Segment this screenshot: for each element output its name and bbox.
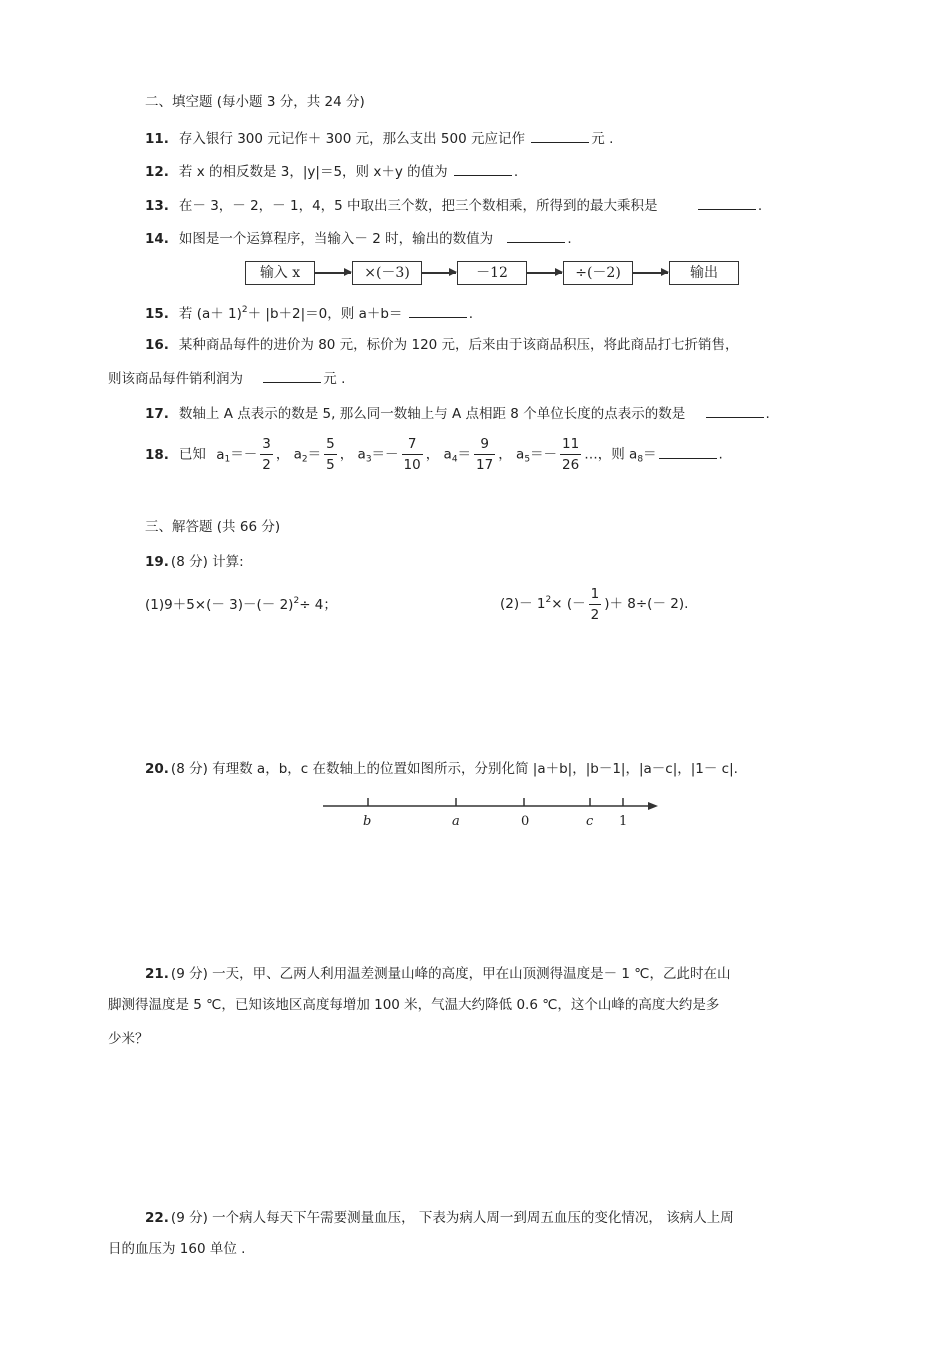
- fraction: [589, 584, 602, 625]
- numerator: 1: [589, 584, 602, 605]
- question-tail: .: [513, 164, 519, 180]
- label-zero: 0: [521, 814, 530, 829]
- exponent: 2: [241, 305, 248, 315]
- fraction: [474, 434, 495, 475]
- question-21-line-2: 脚测得温度是 5 ℃，已知该地区高度每增加 100 米，气温大约降低 0.6 ℃，这个山峰的高度大约是多: [108, 997, 720, 1013]
- question-text: 在－ 3，－ 2，－ 1，4，5 中取出三个数，把三个数相乘，所得到的最大乘积是: [178, 198, 658, 214]
- question-number: 22.: [145, 1210, 169, 1226]
- question-19-part-2: [500, 582, 688, 626]
- term-label: a: [516, 446, 525, 463]
- question-number: 20.: [145, 761, 169, 777]
- term-label: a: [293, 446, 302, 463]
- term-subscript: 2: [301, 454, 308, 465]
- denominator: 10: [403, 457, 421, 473]
- term-label: a: [629, 446, 638, 463]
- answer-blank[interactable]: [706, 403, 764, 418]
- question-number: 12.: [145, 164, 169, 180]
- question-15: [145, 303, 473, 323]
- answer-blank[interactable]: [409, 303, 467, 318]
- question-13: [145, 195, 762, 215]
- question-number: 17.: [145, 406, 169, 422]
- term-label: a: [443, 446, 452, 463]
- question-22: [145, 1209, 734, 1227]
- answer-blank[interactable]: [531, 128, 589, 143]
- denominator: 5: [326, 457, 335, 473]
- question-number: 15.: [145, 306, 169, 322]
- question-tail: 元 .: [591, 131, 614, 147]
- denominator: 2: [590, 606, 600, 623]
- question-22-line-2: 日的血压为 160 单位 .: [108, 1241, 246, 1257]
- question-number: 14.: [145, 231, 169, 247]
- question-text: (9 分) 一个病人每天下午需要测量血压， 下表为病人周一到周五血压的变化情况， 该病人上周: [170, 1210, 734, 1226]
- numerator: 9: [474, 434, 495, 455]
- question-text: (8 分) 计算:: [170, 554, 244, 570]
- fraction: [402, 434, 423, 475]
- term-sign: ＝: [643, 446, 657, 463]
- flow-step-multiply: ×(－3): [352, 261, 422, 285]
- numerator: 5: [324, 434, 337, 455]
- fraction: [324, 434, 337, 475]
- question-17: [145, 403, 770, 423]
- label-b: b: [363, 814, 372, 829]
- label-one: 1: [619, 814, 628, 829]
- question-18: 18. 已知 $a_1=-$ $\frac{3}{2}$ ， $a_2=$ $\frac{5}{5}$ ， $a_3=-$ $\frac{7}{10}$ ， $a_4=$ $\frac{9}{17}$ ， $a_5=-$ $\frac{11}{26}$ …，则 $a_8=$ .: [145, 436, 723, 473]
- answer-blank[interactable]: [454, 161, 512, 176]
- question-20: [145, 760, 738, 778]
- term-subscript: 3: [365, 454, 372, 465]
- section-2-title: 二、填空题 (每小题 3 分，共 24 分): [145, 94, 365, 110]
- exponent: 2: [545, 595, 552, 605]
- question-tail: 元 .: [323, 371, 346, 387]
- question-number: 11.: [145, 131, 169, 147]
- question-text: 若 (a＋ 1): [178, 306, 242, 322]
- expression: × (－: [551, 596, 586, 612]
- flow-arrow-icon: [527, 272, 562, 274]
- question-text: (9 分) 一天，甲、乙两人利用温差测量山峰的高度，甲在山顶测得温度是－ 1 ℃，乙此时在山: [170, 966, 731, 982]
- term-subscript: 1: [224, 454, 231, 465]
- question-text: 某种商品每件的进价为 80 元，标价为 120 元，后来由于该商品积压，将此商品打七折销售，: [178, 337, 739, 353]
- question-tail: .: [757, 198, 763, 214]
- term-sign: ＝－: [230, 446, 258, 463]
- question-19: [145, 553, 244, 571]
- answer-blank[interactable]: [263, 368, 321, 383]
- section-3-title: 三、解答题 (共 66 分): [145, 519, 281, 535]
- fraction: [560, 434, 581, 475]
- term-sign: ＝: [457, 446, 472, 463]
- question-21: [145, 965, 730, 983]
- question-text: 数轴上 A 点表示的数是 5, 那么同一数轴上与 A 点相距 8 个单位长度的点表示的数是: [178, 406, 686, 422]
- ellipsis-text: …，则: [584, 446, 625, 463]
- flow-step-subtract: －12: [457, 261, 527, 285]
- question-number: 19.: [145, 554, 169, 570]
- question-12: [145, 161, 518, 181]
- term-label: a: [216, 446, 225, 463]
- fraction: [260, 434, 273, 475]
- flow-step-divide: ÷(－2): [563, 261, 633, 285]
- flow-arrow-icon: [422, 272, 456, 274]
- question-text: (8 分) 有理数 a，b，c 在数轴上的位置如图所示，分别化简 |a＋b|，|b－1|，|a－c|，|1－ c|.: [170, 761, 738, 777]
- term-sign: ＝－: [530, 446, 558, 463]
- term-sign: ＝: [307, 446, 322, 463]
- term-sign: ＝－: [371, 446, 399, 463]
- term-subscript: 4: [451, 454, 458, 465]
- denominator: 17: [476, 457, 494, 473]
- question-number: 13.: [145, 198, 169, 214]
- question-number: 21.: [145, 966, 169, 982]
- label-a: a: [452, 814, 460, 829]
- question-text: 如图是一个运算程序，当输入－ 2 时，输出的数值为: [178, 231, 494, 247]
- label-c: c: [586, 814, 594, 829]
- answer-blank[interactable]: [659, 444, 717, 459]
- expression: (1)9＋5×(－ 3)－(－ 2): [145, 597, 294, 613]
- question-16: [145, 336, 739, 354]
- question-text: 若 x 的相反数是 3，|y|＝5，则 x＋y 的值为: [178, 164, 448, 180]
- flow-arrow-icon: [315, 272, 351, 274]
- question-tail: .: [765, 406, 770, 422]
- term-subscript: 8: [637, 454, 644, 465]
- flow-input-box: 输入 x: [245, 261, 315, 285]
- question-19-part-1: [145, 596, 337, 614]
- answer-blank[interactable]: [698, 195, 756, 210]
- flow-output-box: 输出: [669, 261, 739, 285]
- expression: (2)－ 1: [500, 596, 546, 612]
- expression: )＋ 8÷(－ 2).: [604, 596, 689, 612]
- question-tail: .: [718, 446, 723, 463]
- term-subscript: 5: [524, 454, 531, 465]
- number-line-axis: [0, 790, 950, 830]
- numerator: 7: [402, 434, 423, 455]
- question-text: ＋ |b＋2|＝0，则 a＋b＝: [247, 306, 403, 322]
- question-tail: .: [468, 306, 474, 322]
- numerator: 11: [560, 434, 581, 455]
- answer-blank[interactable]: [507, 228, 565, 243]
- question-text: 已知: [178, 446, 206, 463]
- exponent: 2: [293, 596, 300, 606]
- question-16-line-2: [108, 368, 345, 388]
- expression: ÷ 4；: [299, 597, 337, 613]
- question-number: 16.: [145, 337, 169, 353]
- question-21-line-3: 少米？: [108, 1031, 149, 1047]
- denominator: 26: [562, 457, 580, 473]
- question-14: [145, 228, 572, 248]
- question-11: [145, 128, 613, 148]
- question-tail: .: [567, 231, 572, 247]
- denominator: 2: [262, 457, 271, 473]
- flow-arrow-icon: [633, 272, 668, 274]
- question-text: 则该商品每件销利润为: [108, 371, 243, 387]
- question-number: 18.: [145, 446, 169, 463]
- numerator: 3: [260, 434, 273, 455]
- term-label: a: [357, 446, 366, 463]
- question-text: 存入银行 300 元记作＋ 300 元，那么支出 500 元应记作: [178, 131, 525, 147]
